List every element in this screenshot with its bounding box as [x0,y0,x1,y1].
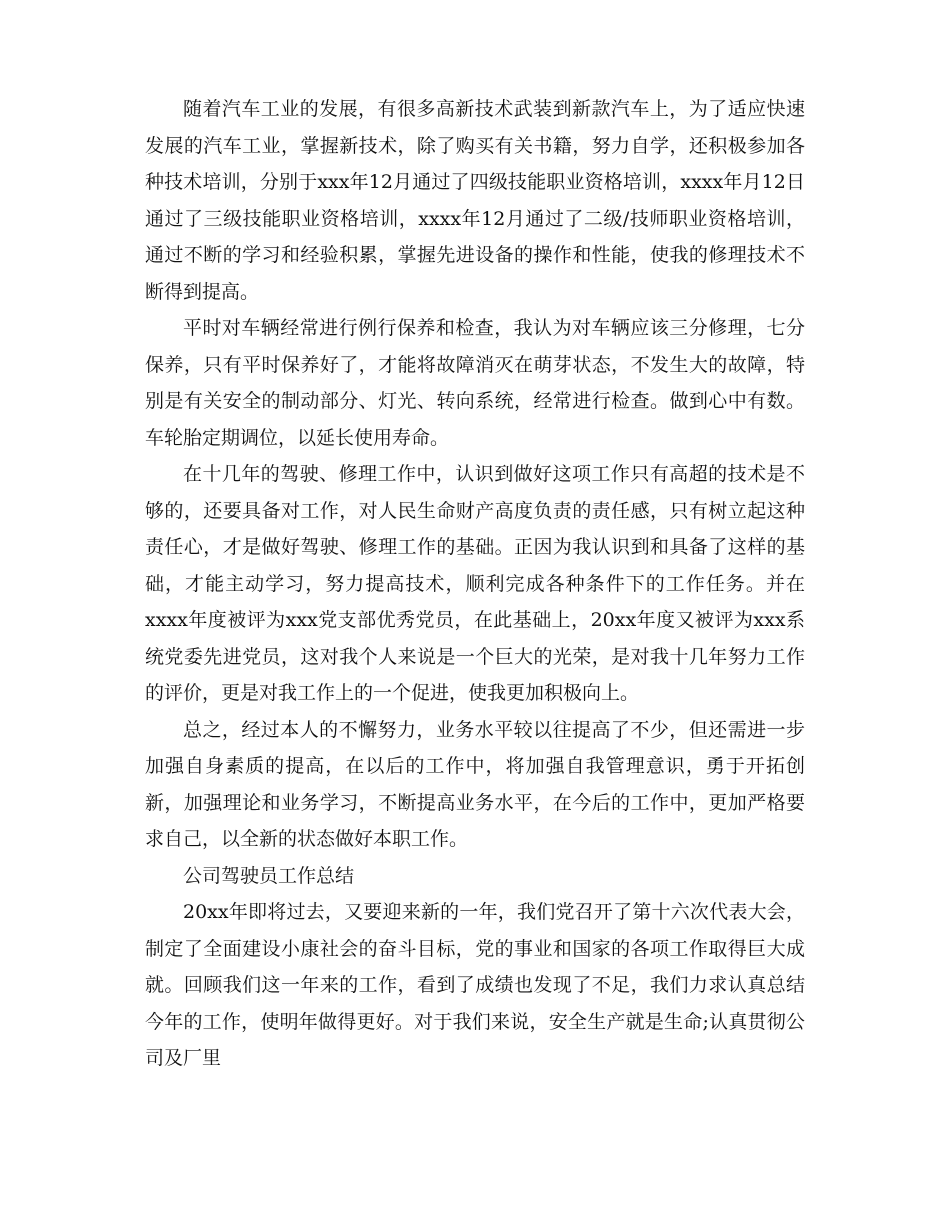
paragraph-responsibility: 在十几年的驾驶、修理工作中，认识到做好这项工作只有高超的技术是不够的，还要具备对工作，对人民生命财产高度负责的责任感，只有树立起这种责任心，才是做好驾驶、修理工作的基础。正因为我认识到和具备了这样的基础，才能主动学习，努力提高技术，顺利完成各种条件下的工作任务。并在xxxx年度被评为xxx党支部优秀党员，在此基础上，20xx年度又被评为xxx系统党委先进党员，这对我个人来说是一个巨大的光荣，是对我十几年努力工作的评价，更是对我工作上的一个促进，使我更加积极向上。 [145,463,805,704]
paragraph-training: 随着汽车工业的发展，有很多高新技术武装到新款汽车上，为了适应快速发展的汽车工业，掌握新技术，除了购买有关书籍，努力自学，还积极参加各种技术培训，分别于xxx年12月通过了四级技能职业资格培训，xxxx年月12日通过了三级技能职业资格培训，xxxx年12月通过了二级/技师职业资格培训，通过不断的学习和经验积累，掌握先进设备的操作和性能，使我的修理技术不断得到提高。 [145,98,805,303]
paragraph-year-review: 20xx年即将过去，又要迎来新的一年，我们党召开了第十六次代表大会，制定了全面建设小康社会的奋斗目标，党的事业和国家的各项工作取得巨大成就。回顾我们这一年来的工作，看到了成绩也发现了不足，我们力求认真总结今年的工作，使明年做得更好。对于我们来说，安全生产就是生命;认真贯彻公司及厂里 [145,901,805,1069]
document-body [145,91,805,1077]
section-title: 公司驾驶员工作总结 [183,864,355,887]
paragraph-maintenance: 平时对车辆经常进行例行保养和检查，我认为对车辆应该三分修理，七分保养，只有平时保养好了，才能将故障消灭在萌芽状态，不发生大的故障，特别是有关安全的制动部分、灯光、转向系统，经常进行检查。做到心中有数。车轮胎定期调位，以延长使用寿命。 [145,317,805,449]
paragraph-summary: 总之，经过本人的不懈努力，业务水平较以往提高了不少，但还需进一步加强自身素质的提高，在以后的工作中，将加强自我管理意识，勇于开拓创新，加强理论和业务学习，不断提高业务水平，在今后的工作中，更加严格要求自己，以全新的状态做好本职工作。 [145,718,805,850]
